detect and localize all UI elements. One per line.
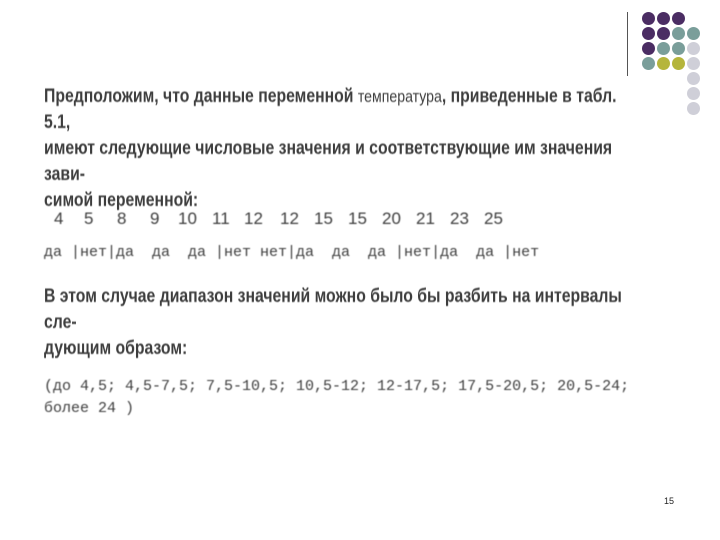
value-item: 25 xyxy=(484,209,503,228)
intervals-intro-line2: дующим образом: xyxy=(44,338,188,359)
decor-dot xyxy=(687,72,700,85)
decor-dot xyxy=(672,42,685,55)
decorative-dot-grid xyxy=(642,12,720,122)
decor-dot xyxy=(657,42,670,55)
value-item: 4 xyxy=(54,209,64,228)
answers-row: да |нет|да да да |нет нет|да да да |нет|да да |нет xyxy=(44,244,540,261)
paragraph-intervals-intro xyxy=(44,284,644,362)
intervals-intro-line1: В этом случае диапазон значений можно было бы разбить на интервалы сле- xyxy=(44,286,622,333)
decor-dot xyxy=(642,12,655,25)
value-item: 15 xyxy=(348,209,367,228)
value-item: 12 xyxy=(244,209,263,228)
decor-divider-line xyxy=(627,12,628,76)
decor-dot xyxy=(687,57,700,70)
interval-list xyxy=(44,376,644,420)
value-item: 9 xyxy=(150,209,160,228)
decor-dot xyxy=(642,42,655,55)
decor-dot xyxy=(657,27,670,40)
decor-dot xyxy=(687,42,700,55)
value-item: 12 xyxy=(280,209,299,228)
value-item: 20 xyxy=(382,209,401,228)
value-item: 8 xyxy=(117,209,127,228)
decor-dot xyxy=(687,102,700,115)
page-number: 15 xyxy=(664,496,675,506)
intro-line3: симой переменной: xyxy=(44,190,199,211)
intro-line1-c: , приведенные в табл. 5.1, xyxy=(44,86,617,133)
decor-dot xyxy=(672,12,685,25)
decor-dot xyxy=(672,57,685,70)
value-item: 23 xyxy=(450,209,469,228)
value-item: 21 xyxy=(416,209,435,228)
decor-dot xyxy=(657,12,670,25)
decor-dot xyxy=(687,27,700,40)
interval-line2: более 24 ) xyxy=(44,400,135,417)
intro-line1-b: температура xyxy=(357,87,442,106)
decor-dot xyxy=(672,27,685,40)
value-item: 10 xyxy=(178,209,197,228)
values-row xyxy=(54,208,554,230)
intro-line1-a: Предположим, что данные переменной xyxy=(44,86,358,107)
paragraph-intro xyxy=(44,84,644,214)
decor-dot xyxy=(642,27,655,40)
value-item: 5 xyxy=(84,209,94,228)
value-item: 15 xyxy=(314,209,333,228)
value-item: 11 xyxy=(212,209,230,228)
decor-dot xyxy=(657,57,670,70)
intro-line2: имеют следующие числовые значения и соответствующие им значения зави- xyxy=(44,138,613,185)
interval-line1: (до 4,5; 4,5-7,5; 7,5-10,5; 10,5-12; 12-17,5; 17,5-20,5; 20,5-24; xyxy=(44,378,630,395)
decor-dot xyxy=(687,87,700,100)
decor-dot xyxy=(642,57,655,70)
